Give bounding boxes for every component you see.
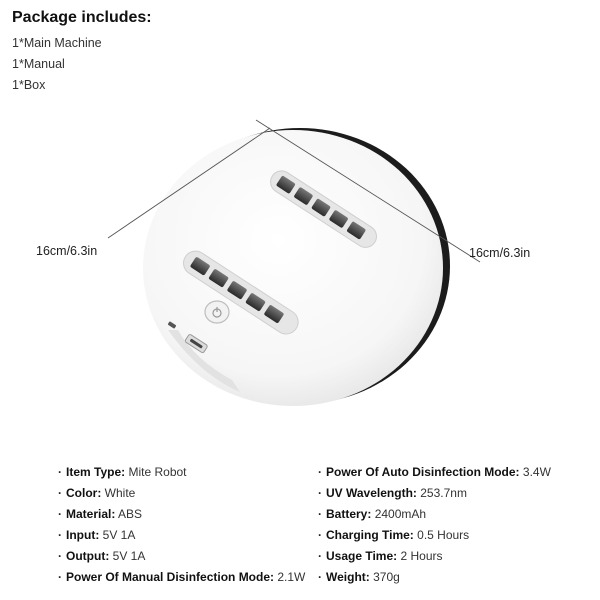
spec-charging-time: · Charging Time: 0.5 Hours <box>318 528 470 542</box>
power-button-icon <box>205 301 229 323</box>
spec-auto-power: · Power Of Auto Disinfection Mode: 3.4W <box>318 465 551 479</box>
spec-battery: · Battery: 2400mAh <box>318 507 427 521</box>
dimension-label-right: 16cm/6.3in <box>469 246 531 260</box>
spec-usage-time: · Usage Time: 2 Hours <box>318 549 443 563</box>
spec-manual-power: · Power Of Manual Disinfection Mode: 2.1W <box>58 570 306 584</box>
spec-color: · Color: White <box>58 486 136 500</box>
spec-list-left <box>58 462 305 588</box>
spec-uv-wavelength: · UV Wavelength: 253.7nm <box>318 486 467 500</box>
spec-weight: · Weight: 370g <box>318 570 400 584</box>
package-item-main-machine: 1*Main Machine <box>12 36 102 50</box>
dimension-label-left: 16cm/6.3in <box>36 244 98 258</box>
spec-material: · Material: ABS <box>58 507 143 521</box>
spec-output: · Output: 5V 1A <box>58 549 146 563</box>
spec-list-right <box>318 462 551 588</box>
spec-item-type: · Item Type: Mite Robot <box>58 465 187 479</box>
package-item-manual: 1*Manual <box>12 57 65 71</box>
package-title: Package includes: <box>12 9 152 26</box>
spec-input: · Input: 5V 1A <box>58 528 136 542</box>
package-item-box: 1*Box <box>12 78 46 92</box>
